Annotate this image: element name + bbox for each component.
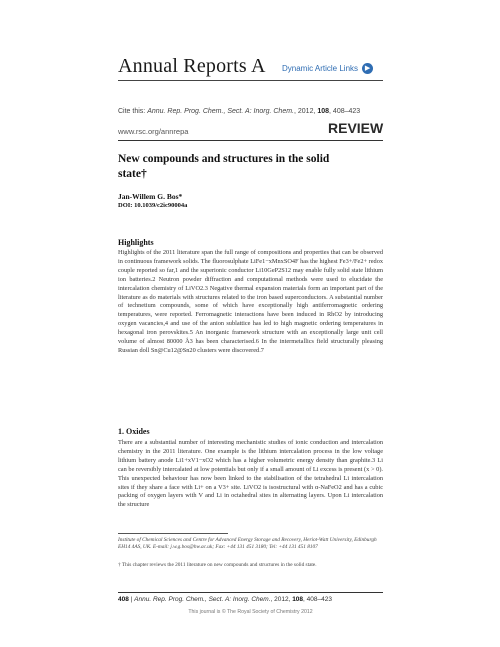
dynamic-links-label[interactable]: Dynamic Article Links: [282, 64, 359, 73]
footer-year: , 2012,: [270, 596, 293, 603]
affiliation-note: Institute of Chemical Sciences and Centre for Advanced Energy Storage and Recovery, Heriot-Watt University, Edinburgh EH14 4AS, UK. E-mail: j.w.g.bos@hw.ac.uk; Fax: +44 131 451 3180; Tel: +44 131 451 8107: [118, 537, 377, 550]
footnote-divider: [118, 533, 228, 534]
journal-url-link[interactable]: www.rsc.org/annrepa: [118, 127, 189, 136]
citation-line: [118, 108, 360, 115]
header-divider: [118, 80, 383, 81]
highlights-heading: Highlights: [118, 238, 154, 247]
author-name: Jan-Willem G. Bos*: [118, 192, 183, 201]
citation-volume: 108: [317, 108, 330, 115]
dagger-footnote: † This chapter reviews the 2011 literature on new compounds and structures in the solid state.: [118, 562, 317, 568]
journal-title: Annual Reports A: [118, 55, 266, 77]
copyright-notice: This journal is © The Royal Society of Chemistry 2012: [188, 609, 313, 615]
footer-separator: |: [128, 596, 135, 603]
dynamic-article-links[interactable]: [282, 63, 373, 74]
page-number: 408: [118, 596, 129, 603]
doi-link[interactable]: DOI: 10.1039/c2ic90004a: [118, 202, 188, 209]
article-title-line1: New compounds and structures in the solid: [118, 153, 330, 165]
citation-journal: Annu. Rep. Prog. Chem., Sect. A: Inorg. Chem.: [147, 108, 294, 115]
citation-pages: , 408–423: [329, 108, 361, 115]
section-label: REVIEW: [328, 120, 384, 136]
footer-divider: [118, 592, 383, 593]
citation-year: , 2012,: [294, 108, 318, 115]
footer-pages: , 408–423: [303, 596, 332, 603]
article-title-line2: state†: [118, 168, 147, 180]
footer-volume: 108: [292, 596, 304, 603]
article-title: [118, 152, 383, 182]
citation-prefix: Cite this:: [118, 108, 148, 115]
title-divider: [118, 140, 383, 141]
page-footer: [118, 596, 383, 603]
section-heading-oxides: 1. Oxides: [118, 427, 150, 436]
footer-journal: Annu. Rep. Prog. Chem., Sect. A: Inorg. Chem.: [134, 596, 271, 603]
play-circle-icon[interactable]: ▶: [362, 63, 373, 74]
highlights-body: Highlights of the 2011 literature span the full range of compositions and properties that can be observed in continuous framework solids. The fluorosulphate LiFe1−xMnxSO4F has the highest Fe3+/Fe2+ redox couple reported so far,1 and the superionic conductor Li10GeP2S12 may enable fully solid state lithium ion batteries.2 Neutron powder diffraction and computational methods were used to elucidate the intercalation chemistry of LiVO2.3 Negative thermal expansion materials form an important part of the literature as do materials with structures related to the iron based superconductors. A substantial number of technetium compounds, some of which have exceptionally high antiferromagnetic ordering temperatures, were reported. Ferromagnetic interactions have been induced in RhO2 by introducing oxygen vacancies,4 and use of the anion sublattice has led to high magnetic ordering temperatures in hexagonal iron perovskites.5 An inorganic framework structure with an exceptionally large unit cell volume of almost 80000 Å3 has been characterised.6 In the intermetallics field structurally pleasing Russian doll Sn@Cu12@Sn20 clusters were discovered.7: [118, 249, 383, 354]
section-body-oxides: There are a substantial number of interesting mechanistic studies of ionic conduction and intercalation chemistry in the 2011 literature. One example is the lithium intercalation process in the low voltage lithium battery anode Li1+xV1−xO2 which has a higher volumetric energy density than graphite.3 Li can be reversibly intercalated at low potentials but only if a small amount of Li excess is present (x > 0). This unexpected behaviour has now been linked to the stabilisation of the tetrahedral Li intercalation sites if they share a face with Li+ on a V3+ site. LiVO2 is isostructural with α-NaFeO2 and has a cubic packing of oxygen layers with V and Li in octahedral sites in alternating layers. Upon Li intercalation the structure: [118, 439, 383, 509]
